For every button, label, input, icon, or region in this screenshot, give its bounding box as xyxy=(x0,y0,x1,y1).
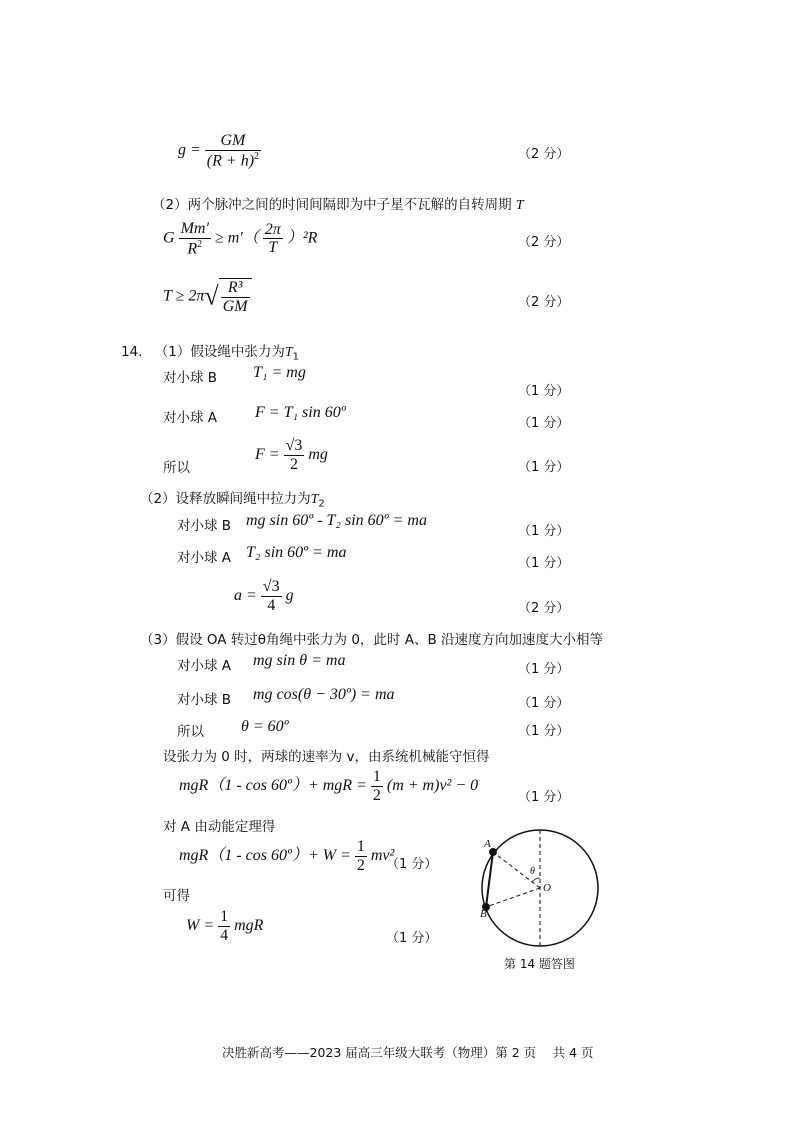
denominator: 2 xyxy=(356,856,365,874)
label-o: O xyxy=(543,882,551,894)
denominator: 4 xyxy=(220,926,229,944)
page-footer: 决胜新高考——2023 届高三年级大联考（物理）第 2 页 共 4 页 xyxy=(222,1045,594,1060)
question-14-part1 xyxy=(121,340,299,363)
label-ball-b: 对小球 B xyxy=(177,518,232,534)
eq-text: W = xyxy=(186,916,215,934)
eq-text: (m + m)v² − 0 xyxy=(386,776,479,794)
label-therefore: 所以 xyxy=(163,460,190,476)
angle-arc xyxy=(532,878,540,882)
score: （1 分） xyxy=(518,724,570,739)
fraction xyxy=(218,908,230,944)
numerator: 1 xyxy=(220,908,229,925)
figure-14-diagram xyxy=(470,822,610,952)
numerator: 1 xyxy=(372,768,381,785)
var-T: T xyxy=(515,198,524,213)
fraction: $\frac{GM}{(R + h)^2}$ xyxy=(206,132,260,169)
part2-intro xyxy=(152,193,524,214)
equation-w xyxy=(186,908,263,944)
equation-b3: mg cos(θ − 30º) = ma xyxy=(253,686,395,703)
kinetic-intro: 对 A 由动能定理得 xyxy=(163,819,276,835)
denominator: 2 xyxy=(372,786,381,804)
eq-text: ）²R xyxy=(286,229,318,247)
equation-t1: T₁ = mg xyxy=(253,364,306,381)
numerator: √3 xyxy=(262,578,280,595)
radius-ob xyxy=(486,888,540,907)
score: （1 分） xyxy=(518,524,570,539)
question-14-part3: （3）假设 OA 转过θ角绳中张力为 0，此时 A、B 沿速度方向加速度大小相等 xyxy=(140,632,604,648)
eq-text: a = xyxy=(234,586,257,604)
score: （1 分） xyxy=(518,384,570,399)
equation-f-result xyxy=(255,437,328,473)
score: （2 分） xyxy=(518,147,570,162)
label-ball-a: 对小球 A xyxy=(177,658,232,674)
question-14-part2 xyxy=(140,487,325,510)
denominator: GM xyxy=(222,297,248,315)
score: （2 分） xyxy=(518,601,570,616)
score: （1 分） xyxy=(518,556,570,571)
eq-text: mv² xyxy=(370,846,395,864)
equation-gravity xyxy=(163,220,317,258)
score: （1 分） xyxy=(386,857,438,872)
energy-intro: 设张力为 0 时，两球的速率为 v，由系统机械能守恒得 xyxy=(163,749,490,765)
equation-theta: θ = 60º xyxy=(241,718,289,735)
score: （2 分） xyxy=(518,295,570,310)
eq-text: mgR xyxy=(234,916,264,934)
fraction xyxy=(221,279,250,315)
eq-text: F = xyxy=(255,445,280,463)
denominator: R xyxy=(187,239,198,257)
eq-text: mg xyxy=(308,445,328,463)
denominator: (R + h) xyxy=(206,151,255,169)
denominator: T xyxy=(268,239,278,257)
label-a: A xyxy=(484,838,491,850)
label-b: B xyxy=(480,908,487,920)
label-ball-b: 对小球 B xyxy=(163,370,218,386)
numerator: √3 xyxy=(285,437,303,454)
eq-text: mgR（1 - cos 60º）+ mgR = xyxy=(179,776,367,794)
label-ball-a: 对小球 A xyxy=(163,410,218,426)
equation-period: T ≥ 2π√ $\frac{\text{R³}}{GM}$ xyxy=(163,278,252,315)
part2-text: （2）设释放瞬间绳中拉力为 xyxy=(140,491,311,507)
denominator: 4 xyxy=(267,596,276,614)
var-T: T xyxy=(310,492,319,507)
fraction xyxy=(355,838,367,874)
equation-energy xyxy=(179,768,478,804)
eq-text: mgR（1 - cos 60º）+ W = xyxy=(179,846,351,864)
label-therefore: 所以 xyxy=(177,724,204,740)
fraction xyxy=(371,768,383,804)
denominator: 2 xyxy=(289,455,298,473)
part1-text: （1）假设绳中张力为 xyxy=(154,344,285,360)
subscript: 2 xyxy=(318,498,325,510)
equation-kinetic xyxy=(179,838,394,874)
numerator: GM xyxy=(205,132,261,151)
var-T: T xyxy=(284,345,293,360)
numerator: 2π xyxy=(264,220,281,238)
figure-caption: 第 14 题答图 xyxy=(504,957,575,971)
score: （1 分） xyxy=(386,931,438,946)
score: （1 分） xyxy=(518,460,570,475)
score: （2 分） xyxy=(518,235,570,250)
numerator: Mm′ xyxy=(180,220,209,237)
part2-text: （2）两个脉冲之间的时间间隔即为中子星不瓦解的自转周期 xyxy=(152,197,512,213)
fraction xyxy=(261,578,282,614)
label-result: 可得 xyxy=(163,888,190,904)
fraction xyxy=(284,437,305,473)
sqrt xyxy=(219,278,252,315)
equation-a3: mg sin θ = ma xyxy=(253,652,346,669)
equation-f: F = T₁ sin 60º xyxy=(255,404,346,421)
eq-text: ≥ m′（ xyxy=(214,229,259,247)
equation-a2: T₂ sin 60º = ma xyxy=(246,544,347,561)
score: （1 分） xyxy=(518,416,570,431)
score: （1 分） xyxy=(518,696,570,711)
fraction: $\frac{Mm'}{R^2}$ xyxy=(180,220,209,257)
eq-text: g = xyxy=(178,141,201,159)
question-number: 14. xyxy=(121,344,143,360)
eq-text: T ≥ 2π xyxy=(163,287,205,305)
label-ball-a: 对小球 A xyxy=(177,550,232,566)
numerator: 1 xyxy=(356,838,365,855)
eq-text: g xyxy=(285,586,294,604)
eq-text: G xyxy=(163,229,175,247)
equation-g xyxy=(178,132,261,170)
subscript: 1 xyxy=(292,351,300,363)
fraction xyxy=(263,221,283,257)
numerator: R³ xyxy=(221,279,250,298)
score: （1 分） xyxy=(518,790,570,805)
equation-b2: mg sin 60º - T₂ sin 60º = ma xyxy=(246,512,427,529)
score: （1 分） xyxy=(518,662,570,677)
label-theta: θ xyxy=(530,866,535,877)
equation-a-result xyxy=(234,578,294,614)
label-ball-b: 对小球 B xyxy=(177,692,232,708)
